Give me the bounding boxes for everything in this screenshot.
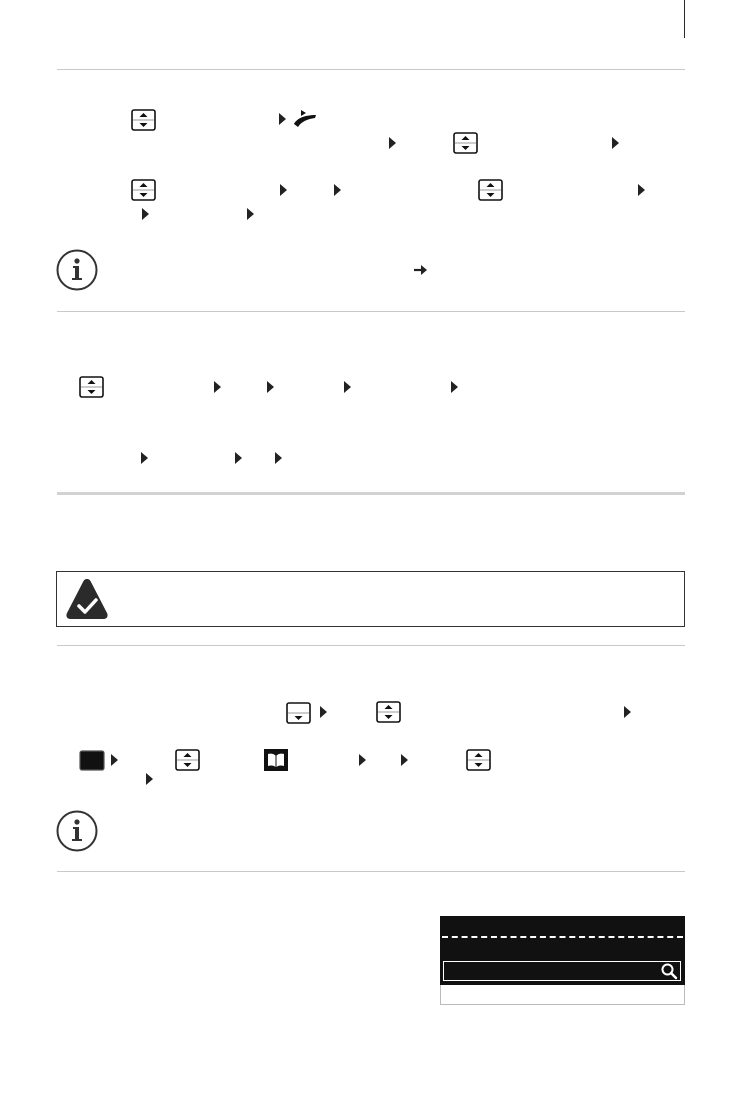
section-divider [57, 871, 685, 872]
navigation-key-icon [131, 179, 156, 201]
step-arrow-icon [111, 754, 118, 766]
step-arrow-icon [142, 208, 149, 220]
step-arrow-icon [624, 706, 631, 718]
navigation-key-down-icon [286, 702, 311, 724]
step-arrow-icon [141, 452, 148, 464]
info-icon [56, 810, 98, 852]
navigation-key-icon [466, 749, 491, 771]
step-arrow-icon [334, 184, 341, 196]
display-header [440, 916, 685, 985]
notice-box [56, 571, 685, 627]
step-arrow-icon [275, 452, 282, 464]
step-arrow-icon [214, 381, 221, 393]
search-field [443, 961, 681, 981]
info-icon [56, 249, 98, 291]
search-icon [660, 962, 678, 980]
navigation-key-icon [376, 701, 401, 723]
step-arrow-icon [344, 381, 351, 393]
section-divider [57, 311, 685, 312]
navigation-key-icon [175, 749, 200, 771]
navigation-key-icon [478, 179, 503, 201]
top-margin-line [684, 0, 685, 38]
navigation-key-icon [453, 132, 478, 154]
display-list-row [440, 985, 685, 1005]
step-arrow-icon [146, 773, 153, 785]
step-arrow-icon [320, 706, 327, 718]
step-arrow-icon [638, 184, 645, 196]
step-arrow-icon [359, 754, 366, 766]
section-divider [57, 69, 685, 70]
display-screen-illustration [440, 916, 685, 1005]
step-arrow-icon [247, 208, 254, 220]
step-arrow-icon [280, 184, 287, 196]
call-key-icon [291, 108, 319, 130]
phonebook-icon [264, 749, 288, 771]
dashed-separator [442, 936, 683, 938]
step-arrow-icon [451, 381, 458, 393]
step-arrow-icon [267, 381, 274, 393]
step-arrow-icon [612, 137, 619, 149]
check-warning-icon [65, 577, 109, 621]
section-divider [57, 645, 685, 646]
step-arrow-icon [235, 452, 242, 464]
right-arrow-icon [413, 263, 429, 275]
step-arrow-icon [279, 113, 286, 125]
navigation-key-icon [131, 109, 156, 131]
step-arrow-icon [389, 137, 396, 149]
navigation-key-icon [79, 376, 104, 398]
display-key-icon [79, 750, 105, 771]
chapter-divider [57, 492, 685, 495]
step-arrow-icon [401, 754, 408, 766]
